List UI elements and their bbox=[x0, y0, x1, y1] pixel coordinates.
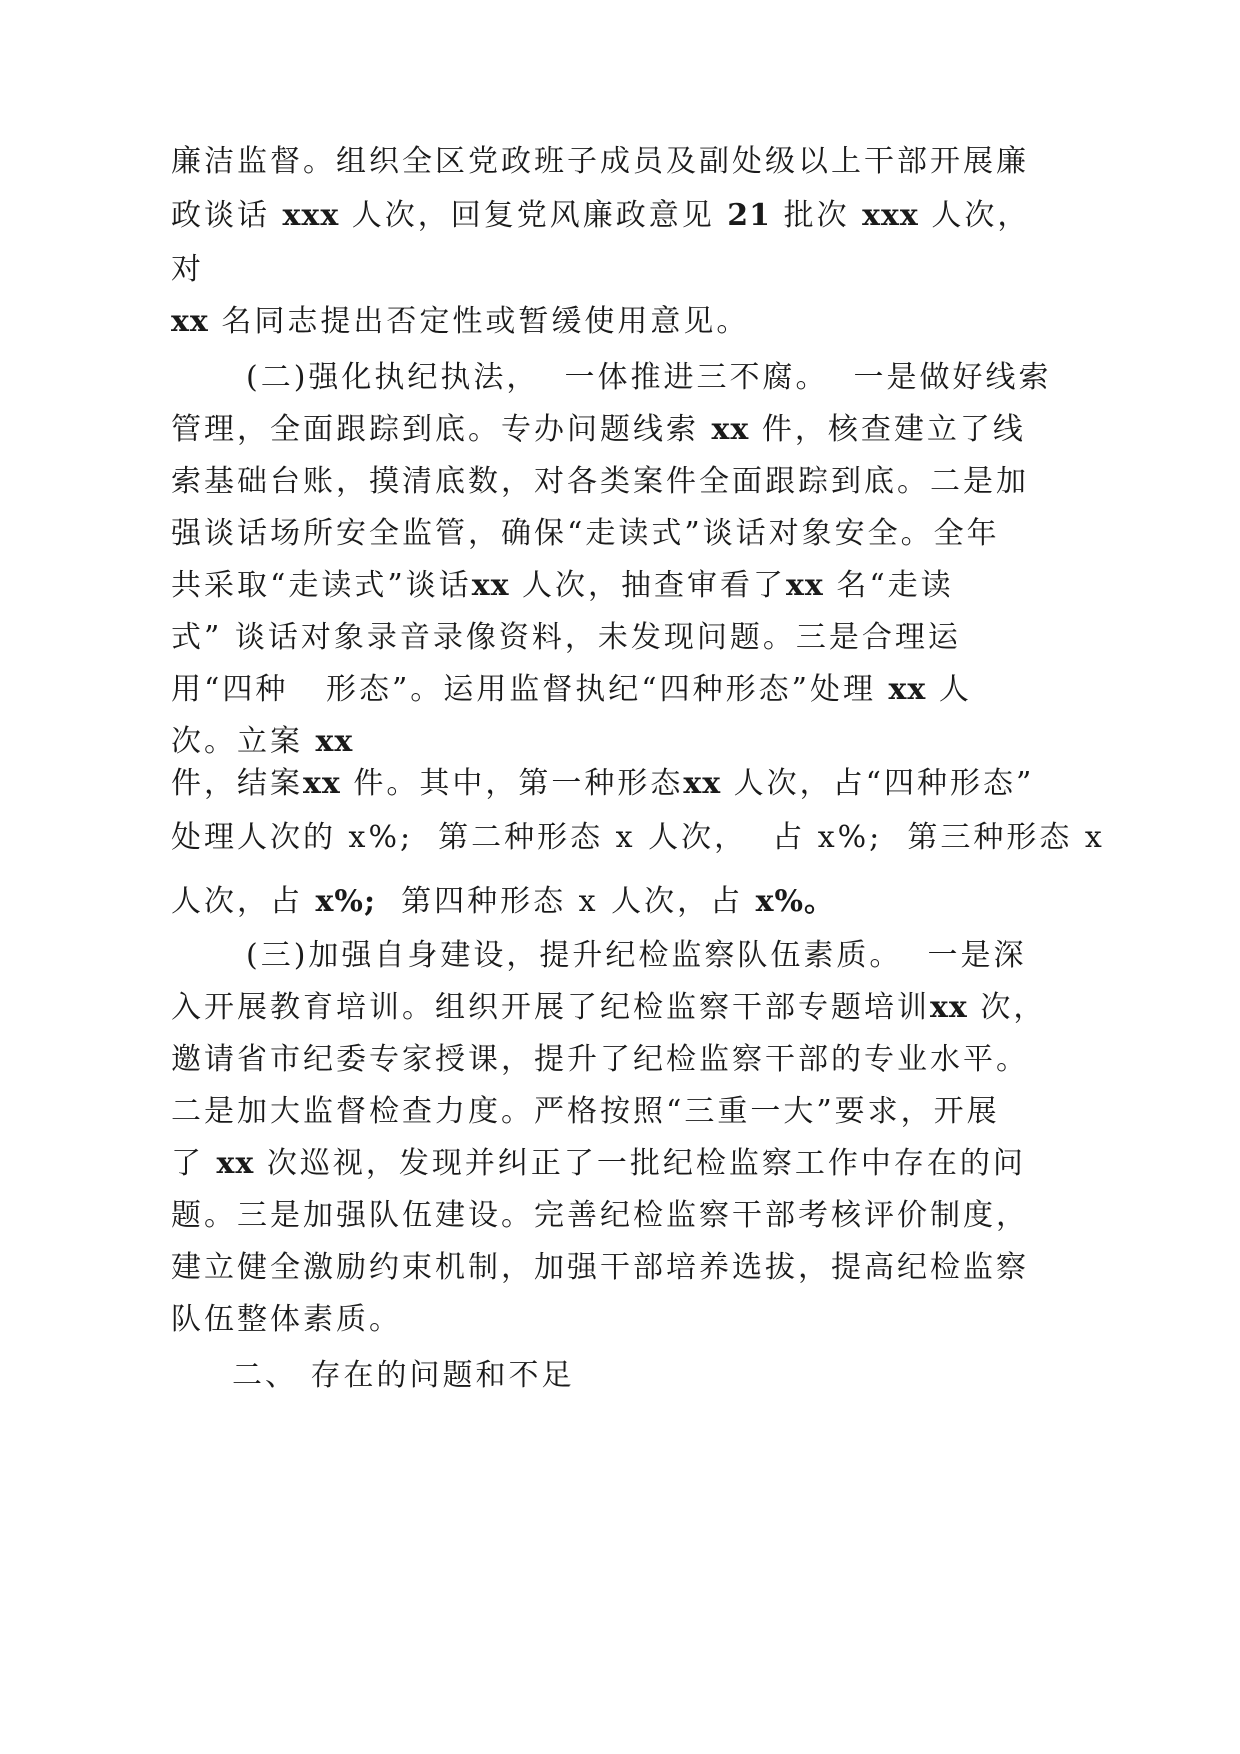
bold-value: xx bbox=[888, 672, 927, 707]
text-segment: 用“四种 形态”。运用监督执纪“四种形态”处理 bbox=[171, 672, 889, 707]
text-segment: 次。立案 bbox=[171, 724, 316, 759]
text-line bbox=[171, 882, 835, 922]
bold-value: xx bbox=[786, 568, 824, 603]
text-segment: 政谈话 bbox=[171, 198, 283, 233]
text-segment: 次巡视，发现并纠正了一批纪检监察工作中存在的问 bbox=[254, 1146, 1026, 1181]
bold-value: xxx bbox=[862, 198, 919, 233]
text-segment: 入开展教育培训。组织开展了纪检监察干部专题培训 bbox=[171, 990, 930, 1025]
bold-value: xx bbox=[471, 568, 510, 603]
text-segment: 建立健全激励约束机制，加强干部培养选拔，提高纪检监察 bbox=[171, 1250, 1029, 1285]
text-segment: 共采取“走读式”谈话 bbox=[171, 568, 472, 603]
text-line bbox=[171, 1248, 1029, 1288]
text-line bbox=[246, 936, 1026, 976]
text-segment: 人次，抽查审看了 bbox=[509, 568, 787, 603]
text-line bbox=[171, 302, 749, 342]
text-line bbox=[171, 670, 972, 710]
bold-value: xx bbox=[171, 304, 209, 339]
text-segment: 处理人次的 x%; 第二种形态 x 人次， 占 x%; 第三种形态 x bbox=[171, 820, 1105, 855]
text-segment: 第四种形态 x 人次，占 bbox=[376, 884, 756, 919]
bold-value: 21 bbox=[727, 198, 772, 233]
bold-value: x%。 bbox=[755, 884, 836, 919]
text-segment: 人次，占 bbox=[171, 884, 316, 919]
text-segment: 题。三是加强队伍建设。完善纪检监察干部考核评价制度， bbox=[171, 1198, 1029, 1233]
text-segment: 强谈话场所安全监管，确保“走读式”谈话对象安全。全年 bbox=[171, 516, 1000, 551]
bold-value: xx bbox=[683, 766, 722, 801]
text-line bbox=[171, 196, 1030, 236]
text-line bbox=[232, 1356, 575, 1396]
text-line bbox=[171, 1300, 402, 1340]
text-segment: 件，核查建立了线 bbox=[749, 412, 1026, 447]
text-line bbox=[171, 764, 1034, 804]
text-line bbox=[171, 1092, 1000, 1132]
bold-value: xx bbox=[711, 412, 750, 447]
text-line bbox=[171, 410, 1026, 450]
text-segment: (三)加强自身建设，提升纪检监察队伍素质。 一是深 bbox=[246, 938, 1027, 973]
text-line bbox=[171, 250, 204, 290]
text-segment: 对 bbox=[171, 252, 204, 287]
text-line bbox=[171, 462, 1029, 502]
text-segment: 管理，全面跟踪到底。专办问题线索 bbox=[171, 412, 712, 447]
text-segment: 二、 存在的问题和不足 bbox=[232, 1358, 575, 1393]
text-segment: 件。其中，第一种形态 bbox=[340, 766, 684, 801]
bold-value: xx bbox=[303, 766, 341, 801]
text-segment: 人次，回复党风廉政意见 bbox=[339, 198, 728, 233]
text-segment: (二)强化执纪执法， 一体推进三不腐。 一是做好线索 bbox=[246, 360, 1052, 395]
bold-value: x%; bbox=[315, 884, 377, 919]
text-line bbox=[171, 818, 1105, 858]
text-segment: 邀请省市纪委专家授课，提升了纪检监察干部的专业水平。 bbox=[171, 1042, 1029, 1077]
text-segment: 批次 bbox=[771, 198, 863, 233]
text-line bbox=[171, 566, 954, 606]
text-line bbox=[171, 722, 353, 762]
text-segment: 名同志提出否定性或暂缓使用意见。 bbox=[208, 304, 750, 339]
text-line bbox=[171, 514, 1000, 554]
text-line bbox=[171, 1196, 1029, 1236]
bold-value: xxx bbox=[282, 198, 340, 233]
bold-value: xx bbox=[315, 724, 354, 759]
text-segment: 次， bbox=[967, 990, 1047, 1025]
text-segment: 人次， bbox=[918, 198, 1031, 233]
text-segment: 人次，占“四种形态” bbox=[721, 766, 1035, 801]
text-segment: 了 bbox=[171, 1146, 217, 1181]
text-line bbox=[171, 618, 961, 658]
text-line bbox=[171, 142, 1029, 182]
text-segment: 名“走读 bbox=[823, 568, 954, 603]
text-segment: 件，结案 bbox=[171, 766, 303, 801]
text-segment: 廉洁监督。组织全区党政班子成员及副处级以上干部开展廉 bbox=[171, 144, 1029, 179]
text-line bbox=[171, 1040, 1029, 1080]
text-segment: 二是加大监督检查力度。严格按照“三重一大”要求，开展 bbox=[171, 1094, 1000, 1129]
text-segment: 索基础台账，摸清底数，对各类案件全面跟踪到底。二是加 bbox=[171, 464, 1029, 499]
text-line bbox=[171, 988, 1046, 1028]
bold-value: xx bbox=[930, 990, 968, 1025]
text-line bbox=[171, 1144, 1026, 1184]
bold-value: xx bbox=[216, 1146, 255, 1181]
text-segment: 人 bbox=[926, 672, 972, 707]
text-segment: 队伍整体素质。 bbox=[171, 1302, 402, 1337]
text-line bbox=[246, 358, 1052, 398]
text-segment: 式” 谈话对象录音录像资料，未发现问题。三是合理运 bbox=[171, 620, 961, 655]
